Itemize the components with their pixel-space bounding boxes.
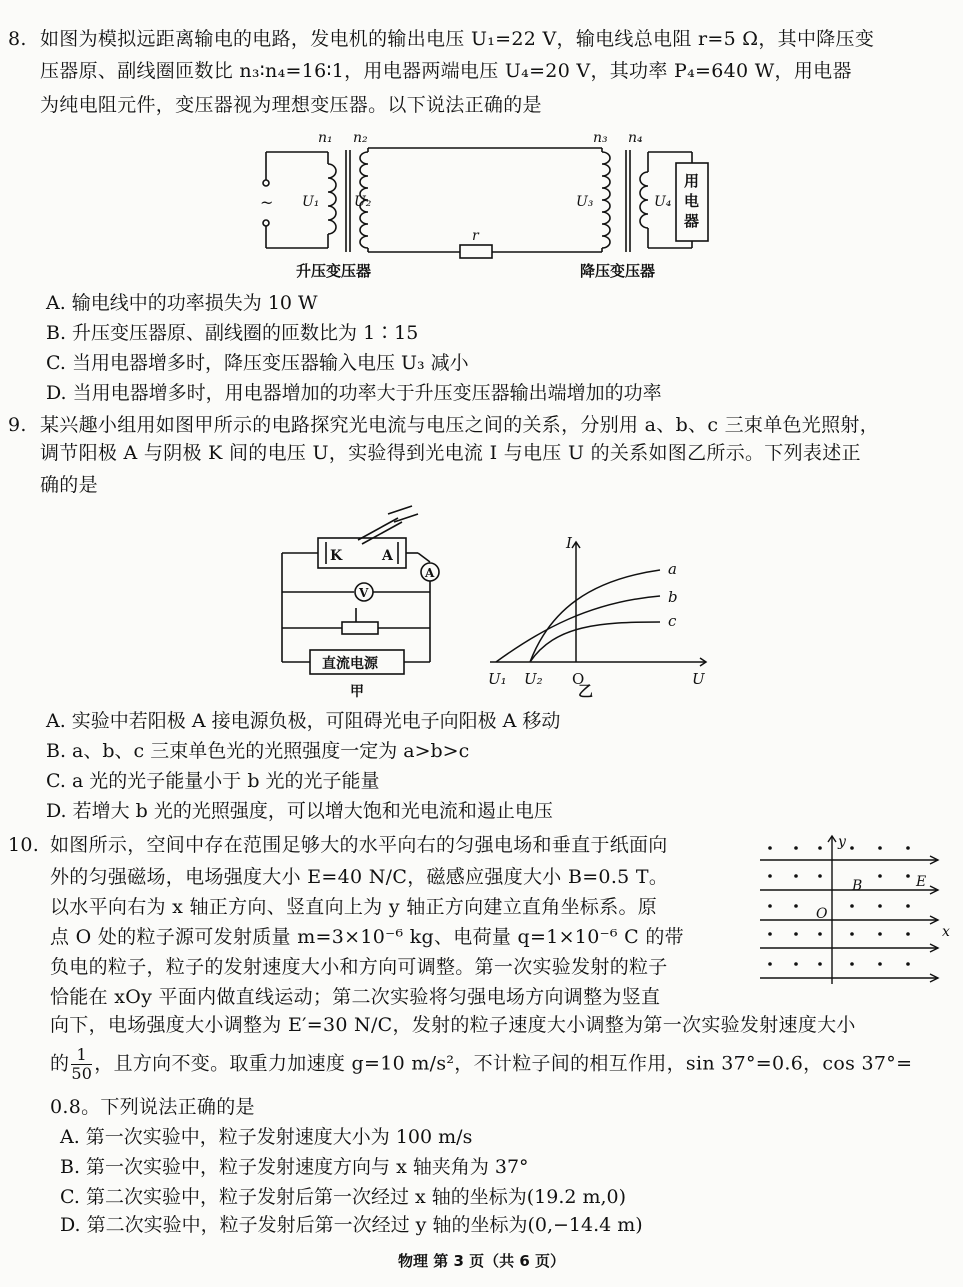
q9-stem-line-3: 确的是 xyxy=(40,474,98,496)
q9-photoelectric-circuit-figure xyxy=(270,500,450,700)
u3-label: U₃ xyxy=(576,194,594,210)
q10-option-d: D. 第二次实验中，粒子发射后第一次经过 y 轴的坐标为(0,−14.4 m) xyxy=(60,1214,643,1236)
voltmeter-label: V xyxy=(359,586,369,600)
q8-transmission-circuit-diagram xyxy=(250,128,730,283)
q10-option-c: C. 第二次实验中，粒子发射后第一次经过 x 轴的坐标为(19.2 m,0) xyxy=(60,1186,627,1208)
q10-stem-line-7: 向下，电场强度大小调整为 E′=30 N/C，发射的粒子速度大小调整为第一次实验发射速度大小 xyxy=(50,1014,856,1036)
q10-stem-line-1: 如图所示，空间中存在范围足够大的水平向右的匀强电场和垂直于纸面向 xyxy=(50,834,668,856)
load-label-char-1: 用 xyxy=(684,172,700,190)
q9-option-c: C. a 光的光子能量小于 b 光的光子能量 xyxy=(46,770,380,792)
q9-option-b: B. a、b、c 三束单色光的光照强度一定为 a>b>c xyxy=(46,740,470,762)
x-axis-label: x xyxy=(942,924,950,940)
q10-option-a: A. 第一次实验中，粒子发射速度大小为 100 m/s xyxy=(60,1126,473,1148)
origin-label: O xyxy=(816,906,828,922)
q8-option-b: B. 升压变压器原、副线圈的匝数比为 1∶15 xyxy=(46,322,419,344)
fraction-one-fiftieth xyxy=(71,1046,92,1083)
origin-o-label: O xyxy=(572,670,585,688)
figure-yi-caption: 乙 xyxy=(578,682,594,700)
q8-option-a: A. 输电线中的功率损失为 10 W xyxy=(46,292,318,314)
electric-field-e-label: E xyxy=(916,874,927,890)
n4-label: n₄ xyxy=(628,130,643,146)
q8-option-c: C. 当用电器增多时，降压变压器输入电压 U₃ 减小 xyxy=(46,352,469,374)
load-label-char-2: 电 xyxy=(684,192,700,210)
q8-stem-line-1: 如图为模拟远距离输电的电路，发电机的输出电压 U₁=22 V，输电线总电阻 r=5 Ω，其中降压变 xyxy=(40,28,875,50)
curve-c-label: c xyxy=(668,612,677,630)
q10-stem-line-3: 以水平向右为 x 轴正方向、竖直向上为 y 轴正方向建立直角坐标系。原 xyxy=(50,896,658,918)
q10-stem-line-2: 外的匀强磁场，电场强度大小 E=40 N/C，磁感应强度大小 B=0.5 T。 xyxy=(50,866,669,888)
q9-current-voltage-graph xyxy=(480,530,720,700)
curve-b-label: b xyxy=(668,588,678,606)
q9-option-d: D. 若增大 b 光的光照强度，可以增大饱和光电流和遏止电压 xyxy=(46,800,553,822)
n1-label: n₁ xyxy=(318,130,333,146)
q10-field-figure xyxy=(756,832,956,988)
step-up-transformer-label: 升压变压器 xyxy=(296,262,372,280)
u1-tick-label: U₁ xyxy=(488,670,507,688)
u4-label: U₄ xyxy=(654,194,672,210)
q8-stem-line-2: 压器原、副线圈匝数比 n₃∶n₄=16∶1，用电器两端电压 U₄=20 V，其功率 P₄=640 W，用电器 xyxy=(40,60,852,82)
dc-source-label: 直流电源 xyxy=(322,656,378,672)
n3-label: n₃ xyxy=(593,130,608,146)
fraction-numerator: 1 xyxy=(71,1046,92,1065)
magnetic-field-b-label: B xyxy=(852,878,863,894)
q8-stem-line-3: 为纯电阻元件，变压器视为理想变压器。以下说法正确的是 xyxy=(40,94,542,116)
q10-stem-line-4: 点 O 处的粒子源可发射质量 m=3×10⁻⁶ kg、电荷量 q=1×10⁻⁶ C 的带 xyxy=(50,926,684,948)
q10-line8-prefix: 的 xyxy=(50,1052,70,1075)
axis-u-label: U xyxy=(692,670,705,688)
q9-number: 9. xyxy=(8,414,27,436)
fraction-denominator: 50 xyxy=(71,1064,93,1083)
u2-label: U₂ xyxy=(354,194,372,210)
anode-a-label: A xyxy=(382,548,393,564)
ammeter-label: A xyxy=(425,566,435,580)
figure-jia-caption: 甲 xyxy=(350,684,364,700)
q10-line8-suffix: ，且方向不变。取重力加速度 g=10 m/s²，不计粒子间的相互作用，sin 37°=0.6，cos 37°= xyxy=(94,1052,913,1075)
q8-number: 8. xyxy=(8,28,27,50)
q8-option-d: D. 当用电器增多时，用电器增加的功率大于升压变压器输出端增加的功率 xyxy=(46,382,662,404)
q10-stem-line-8 xyxy=(50,1046,912,1083)
n2-label: n₂ xyxy=(353,130,368,146)
y-axis-label: y xyxy=(838,834,846,850)
q9-stem-line-2: 调节阳极 A 与阴极 K 间的电压 U，实验得到光电流 I 与电压 U 的关系如图乙所示。下列表述正 xyxy=(40,442,861,464)
curve-a-label: a xyxy=(668,560,677,578)
page-footer: 物理 第 3 页（共 6 页） xyxy=(398,1252,565,1270)
u2-tick-label: U₂ xyxy=(524,670,543,688)
cathode-k-label: K xyxy=(330,548,343,564)
step-down-transformer-label: 降压变压器 xyxy=(580,262,656,280)
q9-option-a: A. 实验中若阳极 A 接电源负极，可阻碍光电子向阳极 A 移动 xyxy=(46,710,561,732)
ac-source-symbol: ~ xyxy=(260,193,274,212)
q9-stem-line-1: 某兴趣小组用如图甲所示的电路探究光电流与电压之间的关系，分别用 a、b、c 三束单色光照射， xyxy=(40,414,880,436)
q10-stem-line-9: 0.8。下列说法正确的是 xyxy=(50,1096,255,1118)
q10-stem-line-6: 恰能在 xOy 平面内做直线运动；第二次实验将匀强电场方向调整为竖直 xyxy=(50,986,661,1008)
q10-option-b: B. 第一次实验中，粒子发射速度方向与 x 轴夹角为 37° xyxy=(60,1156,529,1178)
resistor-r-label: r xyxy=(472,228,479,244)
q10-stem-line-5: 负电的粒子，粒子的发射速度大小和方向可调整。第一次实验发射的粒子 xyxy=(50,956,668,978)
axis-i-label: I xyxy=(566,534,572,552)
load-label-char-3: 器 xyxy=(684,212,700,230)
q10-number: 10. xyxy=(8,834,40,856)
u1-label: U₁ xyxy=(302,194,320,210)
